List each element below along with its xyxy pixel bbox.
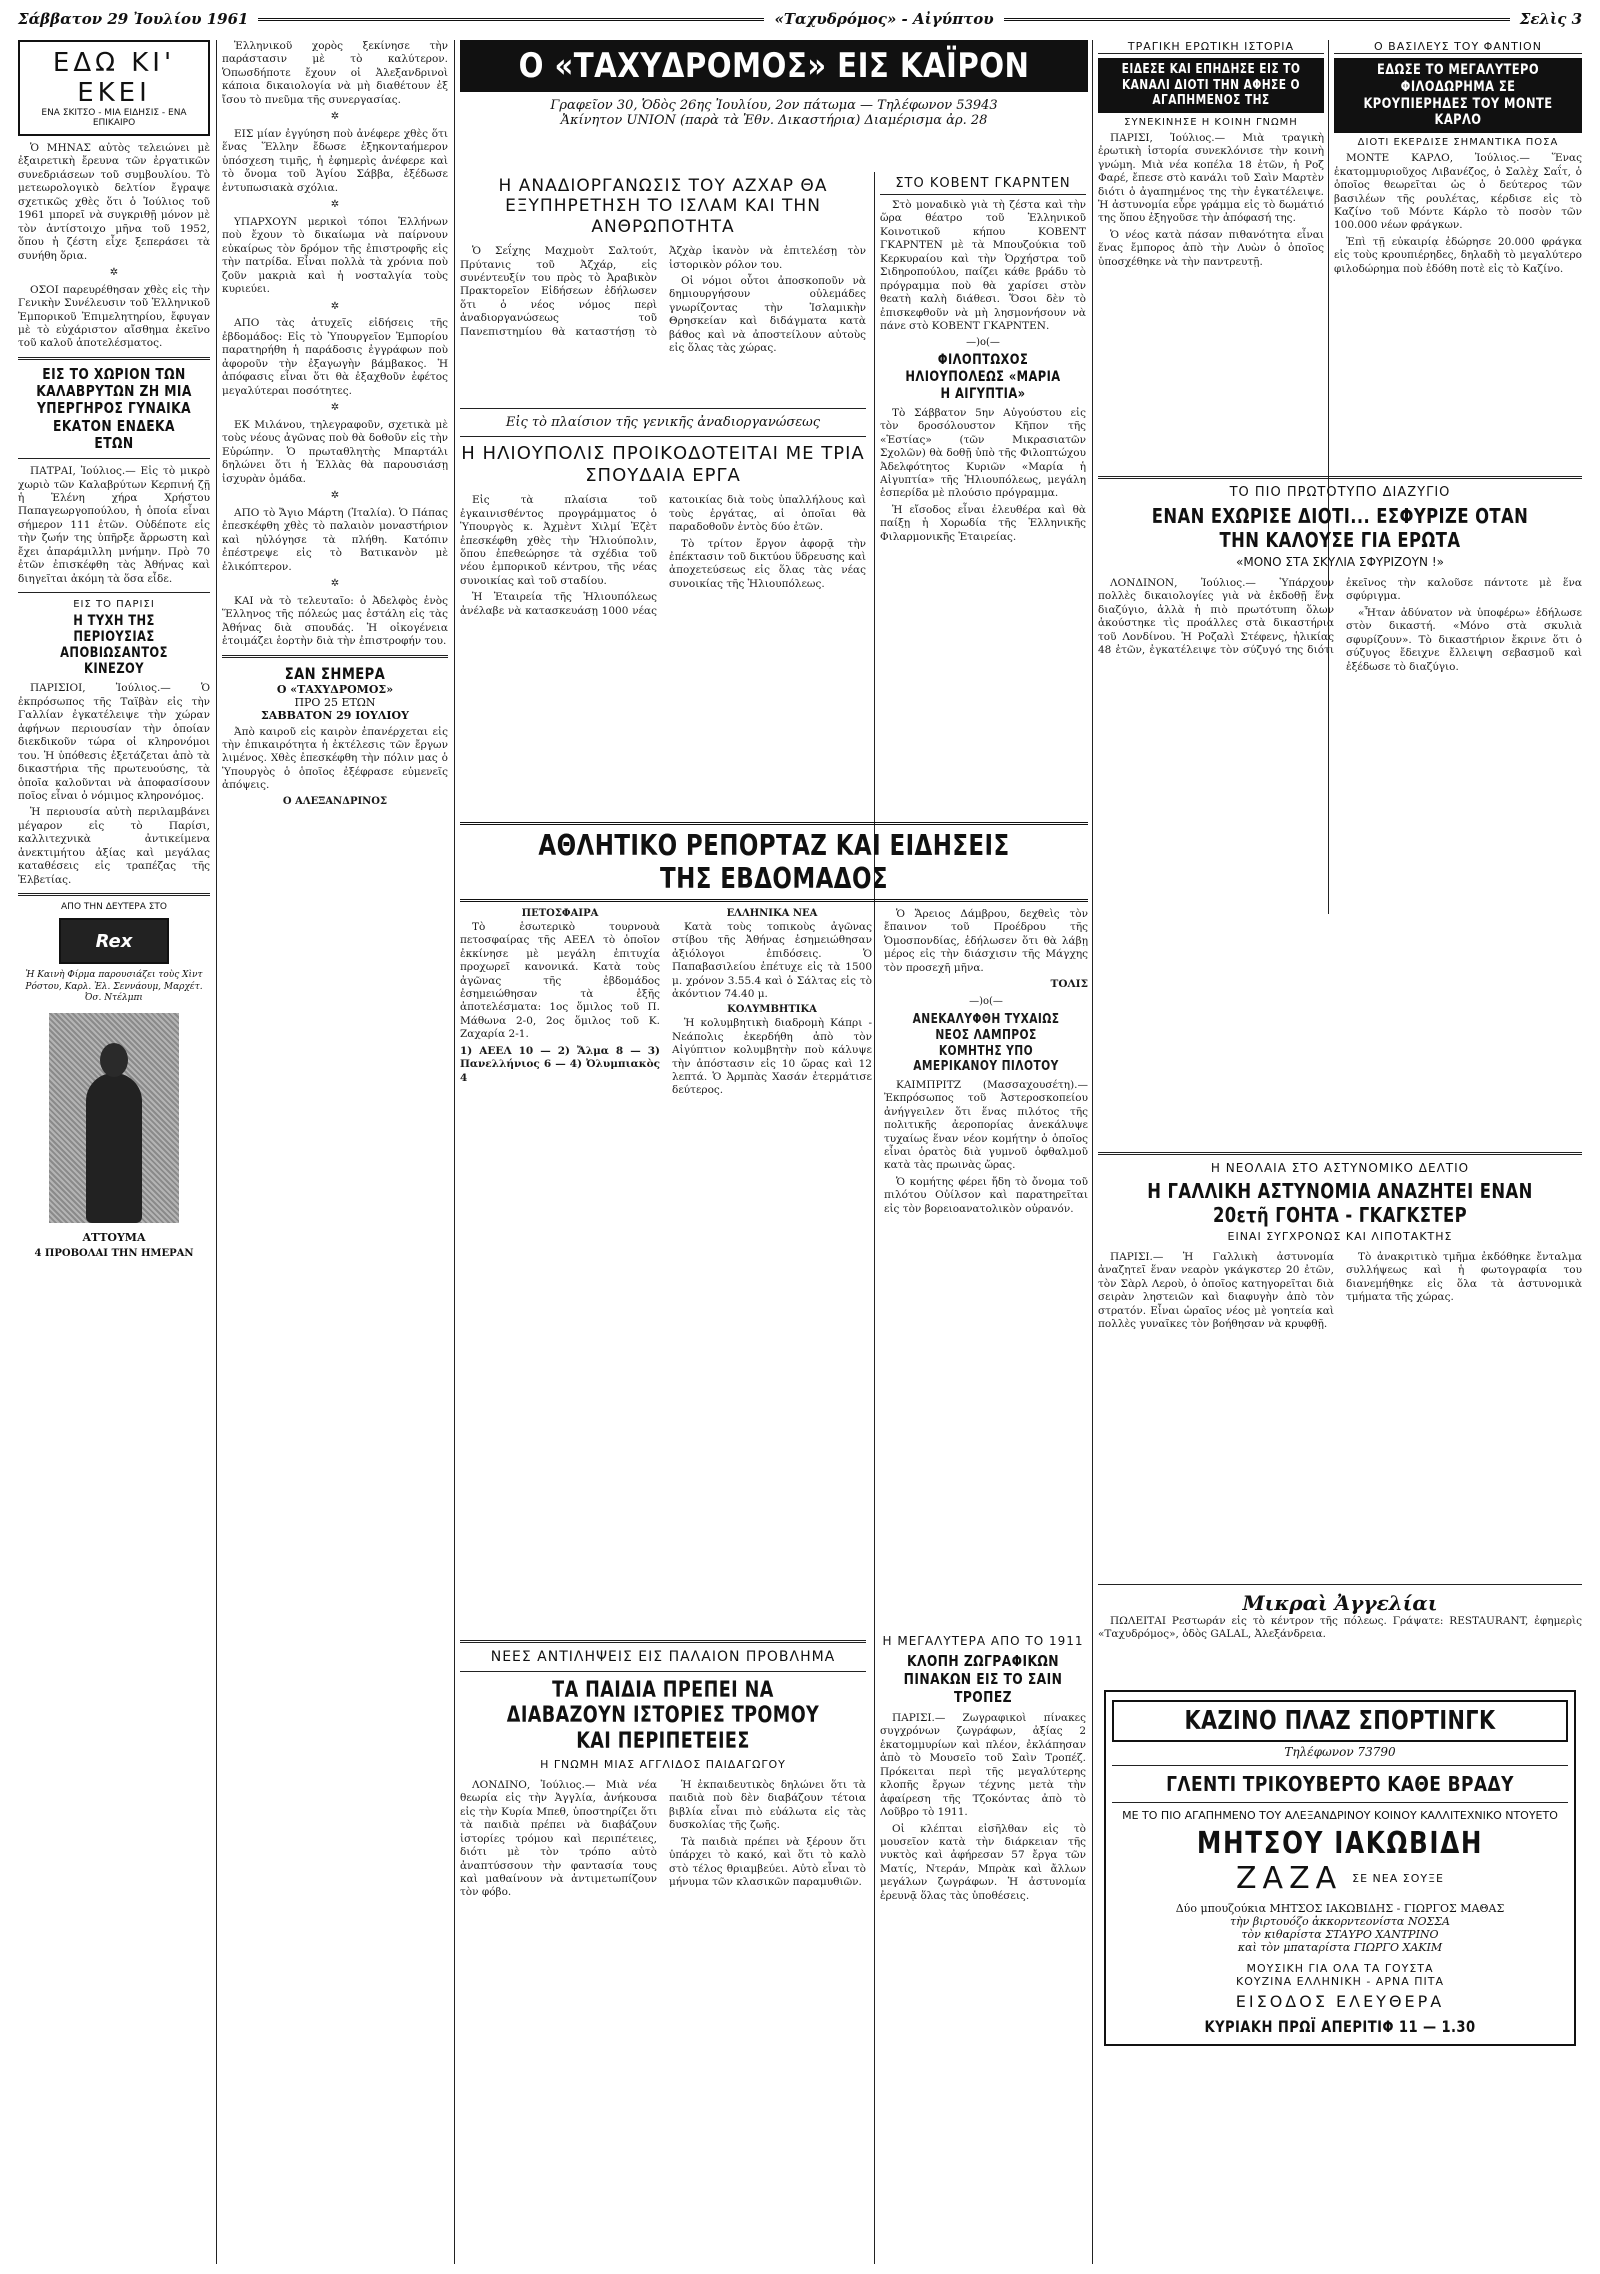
sports-sub-volleyball: ΠΕΤΟΣΦΑΙΡΑ	[521, 908, 599, 919]
cinema-ad-top: ΑΠΟ ΤΗΝ ΔΕΥΤΕΡΑ ΣΤΟ	[61, 902, 167, 913]
paragraph: ΜΟΝΤΕ ΚΑΡΛΟ, Ἰούλιος.— Ἕνας ἑκατομμυριοῦχος Λιβανέζος, ὁ Σαλὲχ Σαΐτ, ὁ ὁποῖος θεωρεῖται ὡς ὁ δεύτερος τῶν βασιλέων τῆς ρουλέτας, κέρδισε εἰς τὸ Καζίνο τοῦ Μόντε Κάρλο τὸ ποσὸν τῶν 100.000 νέων φράγκων.	[1334, 152, 1582, 232]
page-header	[18, 8, 1582, 30]
azhar-headline: Η ΑΝΑΔΙΟΡΓΑΝΩΣΙΣ ΤΟΥ ΑΖΧΑΡ ΘΑ ΕΞΥΠΗΡΕΤΗΣΗ ΤΟ ΙΣΛΑΜ ΚΑΙ ΤΗΝ ΑΝΘΡΩΠΟΤΗΤΑ	[498, 176, 828, 237]
paragraph: Στὸ μοναδικὸ γιὰ τὴ ζέστα καὶ τὴν ὥρα θέατρο τοῦ Ἑλληνικοῦ Κοινοτικοῦ κήπου ΚΟΒΕΝΤ ΓΚΑΡΝΤΕΝ μὲ τὰ Μπουζούκια τοῦ Κερκυραίου καὶ τὴν Ὀρχήστρα τοῦ Σιδηροπούλου, παίζει κάθε βράδυ τὸ πρόγραμμα ποὺ θὰ χαρίσει στὸν θεατὴ καλὴ διάθεσι. Ὅσοι δὲν τὸ ἐπισκεφθοῦν νὰ μὴ λησμονήσουν νὰ πάνε στὸ ΚΟΒΕΝΤ ΓΚΑΡΝΤΕΝ.	[880, 199, 1086, 332]
standings-line: 1) ΑΕΕΛ 10 — 2) Ἄλμα 8 — 3) Πανελλήνιος 6 — 4) Ὀλυμπιακὸς 4	[460, 1044, 660, 1084]
column-2	[222, 40, 448, 809]
header-paper: «Ταχυδρόμος» - Αἰγύπτου	[774, 10, 994, 28]
sports-banner-box	[460, 822, 1088, 902]
header-rule-right	[1004, 18, 1510, 21]
paragraph: Οἱ κλέπται εἰσῆλθαν εἰς τὸ μουσεῖον κατὰ τὴν διάρκειαν τῆς νυκτὸς καὶ ἀφήρεσαν 57 ἔργα τῶν Ματίς, Ντεράν, Μπρὰκ καὶ ἄλλων μεγάλων ζωγράφων. Ἡ ἀστυνομία ἐρευνᾷ ὅλας τὰς ὑποθέσεις.	[880, 1822, 1086, 1902]
cinema-ad-bottom: 4 ΠΡΟΒΟΛΑΙ ΤΗΝ ΗΜΕΡΑΝ	[34, 1248, 194, 1260]
paragraph: Ἡ ἐκπαιδευτικὸς δηλώνει ὅτι τὰ παιδιὰ ποὺ δὲν διαβάζουν τέτοια βιβλία εἶναι πιὸ εὐάλωτα εἰς τὰς δυσκολίας τῆς ζωῆς.	[669, 1778, 866, 1832]
cinema-ad-caption: Ἡ Καινὴ Φίρμα παρουσιάζει τοὺς Χὶντ Ρόστου, Καρλ. Ἐλ. Σεννάουμ, Μαρχέτ. Ὀσ. Ντέλμπι	[25, 970, 203, 1004]
gangster-article	[1098, 1146, 1582, 1332]
monte-carlo-subheadline: ΔΙΟΤΙ ΕΚΕΡΔΙΣΕ ΣΗΜΑΝΤΙΚΑ ΠΟΣΑ	[1357, 137, 1559, 149]
gangster-subheadline: ΕΙΝΑΙ ΣΥΓΧΡΟΝΩΣ ΚΑΙ ΛΙΠΟΤΑΚΤΗΣ	[1227, 1230, 1453, 1243]
casino-music: ΜΟΥΣΙΚΗ ΓΙΑ ΟΛΑ ΤΑ ΓΟΥΣΤΑ	[1246, 1962, 1434, 1975]
paragraph: ΠΑΡΙΣΙ.— Ἡ Γαλλικὴ ἀστυνομία ἀναζητεῖ ἕναν νεαρὸν γκάγκστερ 20 ἐτῶν, τὸν Σὰρλ Λεροὺ, ὁ ὁποῖος κατηγορεῖται διὰ σειρὰν ληστειῶν καὶ διαφυγὴν ἀπὸ τὸν στρατόν. Εἶναι ὡραῖος νέος μὲ γοητεία καὶ πολλὲς γυναῖκες τὸν βοήθησαν νὰ κρυφθῇ.	[1098, 1251, 1334, 1331]
classifieds-headline: Μικραὶ Ἀγγελίαι	[1242, 1591, 1438, 1615]
paragraph: Τὸ ἀνακριτικὸ τμῆμα ἐκδόθηκε ἔνταλμα συλλήψεως καὶ ἡ φωτογραφία του διανεμήθηκε εἰς ὅλα τὰ ἀστυνομικὰ τμήματα τῆς χώρας.	[1346, 1251, 1582, 1304]
theft-article	[880, 1634, 1086, 1906]
paragraph: Ἐπὶ τῇ εὐκαιρίᾳ ἐδώρησε 20.000 φράγκα εἰς τοὺς κρουπιέρηδες, δηλαδὴ τὸ μεγαλύτερο φιλοδώρημα ποὺ ἐδόθη ποτὲ εἰς τὸ Καζίνο.	[1334, 235, 1582, 275]
azhar-article	[460, 176, 866, 356]
rule	[460, 1671, 866, 1672]
rule	[18, 893, 210, 896]
rule	[1112, 1802, 1568, 1803]
separator-ornament: ✲	[330, 402, 340, 414]
separator-ornament: —)o(—	[969, 995, 1003, 1007]
today-headline: ΣΑΝ ΣΗΜΕΡΑ	[284, 663, 386, 683]
theft-kicker: Η ΜΕΓΑΛΥΤΕΡΑ ΑΠΟ ΤΟ 1911	[882, 1634, 1084, 1648]
sports-col-3	[884, 908, 1088, 1219]
heliopolis-body	[460, 494, 866, 618]
column-4-upper	[880, 176, 1086, 547]
paragraph: Εἰς τὰ πλαίσια τοῦ ἐγκαινισθέντος προγράμματος ὁ Ὑπουργὸς κ. Ἀχμὲντ Χιλμί Ἐζὲτ ἐπεσκέφθη χθὲς τὴν Ἡλιούπολιν, ὅπου ἐπεθεώρησε τὰ σχέδια τοῦ νέου ἐμπορικοῦ κέντρου, τῆς νέας συνοικίας καὶ τοῦ σταδίου.	[460, 494, 657, 587]
paragraph: Ἡ εἴσοδος εἶναι ἐλευθέρα καὶ θὰ παίξῃ ἡ Χορωδία τῆς Ἑλληνικῆς Φιλαρμονικῆς Ἑταιρείας.	[880, 503, 1086, 543]
casino-artist-2: ΖΑΖΑ	[1236, 1861, 1343, 1896]
today-date: ΣΑΒΒΑΤΟΝ 29 ΙΟΥΛΙΟΥ	[261, 708, 409, 722]
filoptochos-headline: ΦΙΛΟΠΤΩΧΟΣ ΗΛΙΟΥΠΟΛΕΩΣ «ΜΑΡΙΑ Η ΑΙΓΥΠΤΙΑ»	[905, 352, 1061, 402]
sports-signature: ΤΟΛΙΣ	[1050, 978, 1088, 991]
sports-col-1	[460, 908, 660, 1219]
sports-sub-greek-news: ΕΛΛΗΝΙΚΑ ΝΕΑ	[726, 908, 818, 919]
rule	[1098, 476, 1582, 479]
casino-sunday: ΚΥΡΙΑΚΗ ΠΡΩΪ ΑΠΕΡΙΤΙΦ 11 — 1.30	[1204, 2017, 1476, 2036]
column-1	[18, 40, 210, 1259]
actress-photo	[49, 1013, 179, 1223]
children-kicker: ΝΕΕΣ ΑΝΤΙΛΗΨΕΙΣ ΕΙΣ ΠΑΛΑΙΟΝ ΠΡΟΒΛΗΜΑ	[490, 1649, 836, 1665]
column-rule	[454, 40, 455, 2264]
masthead-banner	[460, 40, 1088, 92]
divorce-headline: ΕΝΑΝ ΕΧΩΡΙΣΕ ΔΙΟΤΙ... ΕΣΦΥΡΙΖΕ ΟΤΑΝ ΤΗΝ ΚΑΛΟΥΣΕ ΓΙΑ ΕΡΩΤΑ	[1151, 504, 1529, 552]
casino-ad-box	[1104, 1690, 1576, 2046]
casino-free-entry: ΕΙΣΟΔΟΣ ΕΛΕΥΘΕΡΑ	[1235, 1992, 1445, 2011]
sports-columns	[460, 908, 1088, 1219]
rule	[460, 408, 866, 409]
paragraph: Τὸ Σάββατον 5ην Αὐγούστου εἰς τὸν δροσόλουστον Κῆπον τῆς «Ἑστίας» (τῶν Μικρασιατῶν Σχολῶν) θὰ δοθῇ ὑπὸ τῆς Φιλοπτώχου Ἀδελφότητος Κυριῶν «Μαρία ἡ Αἰγυπτία» τῆς Ἡλιουπόλεως, μεγάλη ἑσπερίδα μὲ πλούσιο πρόγραμμα.	[880, 406, 1086, 500]
casino-phone: Τηλέφωνον 73790	[1284, 1745, 1396, 1759]
monte-carlo-kicker: Ο ΒΑΣΙΛΕΥΣ ΤΟΥ ΦΑΝΤΙΟΝ	[1334, 40, 1582, 54]
paragraph: ΠΑΤΡΑΙ, Ἰούλιος.— Εἰς τὸ μικρὸ χωριὸ τῶν Καλαβρύτων Κερπινή ζῇ ἡ Ἑλένη χήρα Χρήστου Παπαγεωργοπούλου, ἡ ὁποία εἶναι σήμερον 111 ἐτῶν. Οὐδέποτε εἰς τὴν ζωήν της ὑπῆρξε ἄρρωστη καὶ ἔχει ἀπαράμιλλη μνήμην. Πρὸ 70 ἐτῶν ἐπισκέφθη τὰς Ἀθήνας καὶ διηγεῖται ἀκόμη τὰ ὅσα εἶδε.	[18, 465, 210, 585]
classifieds	[1098, 1578, 1582, 1645]
paragraph: Τὰ παιδιὰ πρέπει νὰ ξέρουν ὅτι ὑπάρχει τὸ κακό, καὶ ὅτι τὸ καλὸ στὸ τέλος θριαμβεύει. Αὐτὸ εἶναι τὸ μήνυμα τῶν κλασικῶν παραμυθιῶν.	[669, 1835, 866, 1888]
casino-line-4: καὶ τὸν μπαταρίστα ΓΙΩΡΓΟ ΧΑΚΙΜ	[1237, 1941, 1443, 1954]
rule	[1098, 1584, 1582, 1585]
casino-kitchen: ΚΟΥΖΙΝΑ ΕΛΛΗΝΙΚΗ - ΑΡΝΑ ΠΙΤΑ	[1236, 1975, 1444, 1988]
paris-headline: Η ΤΥΧΗ ΤΗΣ ΠΕΡΙΟΥΣΙΑΣ ΑΠΟΒΙΩΣΑΝΤΟΣ ΚΙΝΕΖΟΥ	[60, 613, 168, 678]
header-date: Σάββατον 29 Ἰουλίου 1961	[18, 10, 249, 28]
paragraph: ΛΟΝΔΙΝΟΝ, Ἰούλιος.— Ὑπάρχουν πολλὲς δικαιολογίες γιὰ νὰ ἐκδοθῇ ἕνα διαζύγιο, ἀλλὰ ἡ πιὸ πρωτότυπη ὅλων ἀκούστηκε τὶς προάλλες στὰ δικαστήρια τοῦ Λονδίνου. Ἡ Ροζαλὶ Στέφενς, ἡλικίας 48 ἐτῶν, ἐγκατέλειψε τὸν σύζυγό της διότι ἐκεῖνος τὴν καλοῦσε πάντοτε μὲ ἕνα σφύριγμα.	[1098, 577, 1582, 657]
edo-ki-ekei-subtitle: ΕΝΑ ΣΚΙΤΣΟ - ΜΙΑ ΕΙΔΗΣΙΣ - ΕΝΑ ΕΠΙΚΑΙΡΟ	[41, 108, 187, 128]
separator-ornament: ✲	[109, 266, 119, 278]
paragraph: Ὁ ΜΗΝΑΣ αὐτὸς τελειώνει μὲ ἐξαιρετικὴ ἔρευνα τῶν ἐργατικῶν συνεδριάσεων τοῦ συμβουλίου. Τὸ μετεωρολογικὸ δελτίον ἔγραψε σχετικῶς χθὲς ὅτι ὁ Ἰούλιος τοῦ 1961 μπορεῖ νὰ συγκριθῇ μόνον μὲ τὸν ἀντίστοιχο μῆνα τοῦ 1952, ὅπου ἡ ζέστη εἶχε ξεπεράσει τὰ συνήθη ὅρια.	[18, 142, 210, 262]
casino-name-box	[1112, 1700, 1568, 1742]
heliopolis-kicker: Εἰς τὸ πλαίσιον τῆς γενικῆς ἀναδιοργανώσεως	[505, 415, 821, 430]
sports-sub-swimming: ΚΟΛΥΜΒΗΤΙΚΑ	[727, 1004, 817, 1016]
children-article	[460, 1634, 866, 1900]
sports-article	[460, 822, 1088, 1219]
paragraph: ΚΑΙΜΠΡΙΤΖ (Μασσαχουσέτη).— Ἐκπρόσωπος τοῦ Ἀστεροσκοπείου ἀνήγγειλεν ὅτι ἕνας πιλότος τῆς πολιτικῆς ἀεροπορίας ἀνεκάλυψε τυχαίως ἕναν νέον κομήτην ὁ ὁποῖος εἶναι ὁρατὸς διὰ γυμνοῦ ὀφθαλμοῦ κατὰ τὰς πρωινὰς ὥρας.	[884, 1078, 1088, 1172]
gangster-kicker: Η ΝΕΟΛΑΙΑ ΣΤΟ ΑΣΤΥΝΟΜΙΚΟ ΔΕΛΤΙΟ	[1210, 1161, 1470, 1175]
casino-line-1: Δύο μπουζούκια ΜΗΤΣΟΣ ΙΑΚΩΒΙΔΗΣ - ΓΙΩΡΓΟΣ ΜΑΘΑΣ	[1175, 1902, 1505, 1915]
casino-duet-intro: ΜΕ ΤΟ ΠΙΟ ΑΓΑΠΗΜΕΝΟ ΤΟΥ ΑΛΕΞΑΝΔΡΙΝΟΥ ΚΟΙΝΟΥ ΚΑΛΛΙΤΕΧΝΙΚΟ ΝΤΟΥΕΤΟ	[1122, 1809, 1558, 1822]
cinema-logo: Rex	[59, 918, 169, 964]
monte-carlo-headline-box	[1334, 58, 1582, 133]
separator-ornament: ✲	[330, 199, 340, 211]
tragic-subheadline: ΣΥΝΕΚΙΝΗΣΕ Η ΚΟΙΝΗ ΓΝΩΜΗ	[1124, 116, 1298, 128]
rule	[1112, 1765, 1568, 1766]
paragraph: ΥΠΑΡΧΟΥΝ μερικοὶ τόποι Ἑλλήνων ποὺ ἔχουν τὸ δικαίωμα νὰ παίρνουν εὐκαίρως τὸν δρόμον τῆς ἐπιστροφῆς εἰς τὴν πατρίδα. Εἶναι πολλὰ τὰ χρόνια ποὺ ζοῦν μακριὰ καὶ ἡ νοσταλγία τοὺς κυριεύει.	[222, 215, 448, 296]
paragraph: Οἱ νόμοι οὗτοι ἀποσκοποῦν νὰ δημιουργήσουν οὐλεμάδες γνωρίζοντας τὴν Ἰσλαμικὴν Θρησκείαν καὶ διδάγματα κατὰ βάθος καὶ νὰ ἀποστείλουν αὐτοὺς εἰς ὅλας τὰς χώρας.	[669, 275, 866, 355]
paragraph: ΑΠΟ τὰς ἀτυχεῖς εἰδήσεις τῆς ἐβδομάδος: Εἰς τὸ Ὑπουργεῖον Ἐμπορίου παρατηρήθη ἡ παράδοσις ἐγγράφων ποὺ ἀφοροῦν τὴν ἐξαγωγὴν βάμβακος. Ἡ ἀπόφασις εἶναι ὅτι θὰ ἐξαχθοῦν ἐφέτος μεγαλύτεραι ποσότητες.	[222, 317, 448, 397]
separator-ornament: ✲	[330, 490, 340, 501]
separator-ornament: ✲	[330, 577, 340, 589]
paragraph: ΠΩΛΕΙΤΑΙ Ρεστωράν εἰς τὸ κέντρον τῆς πόλεως. Γράψατε: RESTAURANT, ἐφημερὶς «Ταχυδρόμος», ὁδὸς GALAL, Ἀλεξάνδρεια.	[1098, 1615, 1582, 1641]
column-rule	[1092, 40, 1093, 2264]
rule	[18, 458, 210, 459]
paragraph: Ὁ κομήτης φέρει ἤδη τὸ ὄνομα τοῦ πιλότου Οὐίλσον καὶ παρατηρεῖται εἰς τὸν βορειοανατολικὸν οὐρανόν.	[884, 1175, 1088, 1215]
paragraph: Ἀπὸ καιροῦ εἰς καιρὸν ἐπανέρχεται εἰς τὴν ἐπικαιρότητα ἡ ἐκτέλεσις τῶν ἔργων λιμένος. Χθὲς ἐπεσκέφθη τὴν πόλιν μας ὁ Ὑπουργὸς ὁ ὁποῖος ἐξέφρασε εὐμενεῖς ἀπόψεις.	[222, 725, 448, 792]
paragraph: ΠΑΡΙΣΙ, Ἰούλιος.— Μιὰ τραγικὴ ἐρωτικὴ ἱστορία συνεκλόνισε τὴν κοινὴ γνώμη. Μιὰ νέα κοπέλα 18 ἐτῶν, ἡ Ροζ Φαρέ, ἔπεσε στὸ κανάλι τοῦ Σαὶν Μαρτὲν διότι ὁ ἀγαπημένος της τὴν ἐγκατέλειψε. Ἡ ἀστυνομία εὗρε γράμμα εἰς τὸ δωμάτιό της ὅπου ἐξηγοῦσε τὴν ἀπόφασή της.	[1098, 131, 1324, 225]
gangster-headline: Η ΓΑΛΛΙΚΗ ΑΣΤΥΝΟΜΙΑ ΑΝΑΖΗΤΕΙ ΕΝΑΝ 20ετῆ ΓΟΗΤΑ - ΓΚΑΓΚΣΤΕΡ	[1147, 1179, 1533, 1227]
paragraph: ΕΙΣ μίαν ἐγγύηση ποὺ ἀνέφερε χθὲς ὅτι ἕνας Ἕλλην ἔδωσε ἐξηκονταήμερον ὑπόσχεση τιμῆς, ἡ ἐφημερὶς ἀνέφερε καὶ τὸ ὄνομα τοῦ Ἁγίου Σάββα, ἐξέδωσε ἐντυπωσιακὰ σχόλια.	[222, 127, 448, 194]
classifieds-body	[1098, 1615, 1582, 1642]
separator-ornament: ✲	[330, 300, 340, 312]
separator-ornament: ✲	[330, 111, 340, 123]
tragic-kicker: ΤΡΑΓΙΚΗ ΕΡΩΤΙΚΗ ΙΣΤΟΡΙΑ	[1098, 40, 1324, 54]
kalavryta-body	[18, 465, 210, 586]
casino-artist-2-row	[1112, 1861, 1568, 1896]
divorce-article	[1098, 470, 1582, 674]
paragraph: ΕΚ Μιλάνου, τηλεγραφοῦν, σχετικὰ μὲ τοὺς νέους ἀγῶνας ποὺ θὰ δοθοῦν εἰς τὴν Εὐρώπην. Ὁ πρωταθλητὴς Μπαρτάλι δηλώνει ὅτι ἡ Ἑλλὰς θὰ παρουσιάσῃ ἰσχυρὰν ὁμάδα.	[222, 418, 448, 485]
paragraph: Ἡ Ἑταιρεία τῆς Ἡλιουπόλεως ἀνέλαβε νὰ κατασκευάσῃ 1000 νέας κατοικίας διὰ τοὺς ὑπαλλήλους καὶ τοὺς ἐργάτας, αἱ ὁποῖαι θὰ παραδοθοῦν ἐντὸς δύο ἐτῶν.	[460, 494, 866, 617]
paragraph: Ἡ περιουσία αὐτὴ περιλαμβάνει μέγαρον εἰς τὸ Παρίσι, καλλιτεχνικὰ ἀντικείμενα ἀνεκτιμήτου ἀξίας καὶ μεγάλας καταθέσεις εἰς τραπέζας τῆς Ἐλβετίας.	[18, 806, 210, 886]
edo-ki-ekei-box	[18, 40, 210, 136]
paragraph: Τὸ τρίτον ἔργον ἀφορᾷ τὴν ἐπέκτασιν τοῦ δικτύου ὕδρευσης καὶ ἀποχετεύσεως εἰς ὅλας τὰς νέας συνοικίας τῆς Ἡλιουπόλεως.	[669, 537, 866, 590]
theft-body	[880, 1712, 1086, 1903]
paragraph: Τὸ ἑσωτερικὸ τουρνουὰ πετοσφαίρας τῆς ΑΕΕΛ τὸ ὁποῖον ἐκκίνησε μὲ μεγάλη ἐπιτυχία προχωρεῖ κανονικά. Κατὰ τοὺς ἀγῶνας τῆς ἐβδομάδος ἐσημειώθησαν τὰ ἑξῆς ἀποτελέσματα: 1ος ὅμιλος τοῦ Π. Μάθωνα 2-0, 2ος ὅμιλος τοῦ Κ. Ζαχαρία 2-1.	[460, 920, 660, 1041]
header-rule-left	[258, 18, 764, 21]
casino-line-2: τὴν βιρτουόζο ἀκκορντεονίστα ΝΟΣΣΑ	[1230, 1915, 1450, 1928]
children-subheadline: Η ΓΝΩΜΗ ΜΙΑΣ ΑΓΓΛΙΔΟΣ ΠΑΙΔΑΓΩΓΟΥ	[540, 1757, 786, 1771]
rule	[460, 436, 866, 437]
paragraph: Ὁ νέος κατὰ πάσαν πιθανότητα εἶναι ἕνας ἔμπορος ἀπὸ τὴν Λυὼν ὁ ὁποῖος ὑποσχέθηκε νὰ τὴν παντρευτῇ.	[1098, 228, 1324, 268]
column-6	[1334, 40, 1582, 279]
cinema-film-title: ΑΤΤΟΥΜΑ	[82, 1231, 146, 1245]
tragic-headline-box	[1098, 58, 1324, 113]
sports-banner: ΑΘΛΗΤΙΚΟ ΡΕΠΟΡΤΑΖ ΚΑΙ ΕΙΔΗΣΕΙΣ ΤΗΣ ΕΒΔΟΜΑΔΟΣ	[538, 829, 1010, 895]
rule	[460, 1640, 866, 1643]
heliopolis-headline: Η ΗΛΙΟΥΠΟΛΙΣ ΠΡΟΙΚΟΔΟΤΕΙΤΑΙ ΜΕ ΤΡΙΑ ΣΠΟΥΔΑΙΑ ΕΡΓΑ	[461, 443, 865, 486]
casino-line-3: τὸν κιθαρίστα ΣΤΑΥΡΟ ΧΑΝΤΡΙΝΟ	[1241, 1928, 1439, 1941]
theft-headline: ΚΛΟΠΗ ΖΩΓΡΑΦΙΚΩΝ ΠΙΝΑΚΩΝ ΕΙΣ ΤΟ ΣΑΙΝ ΤΡΟΠΕΖ	[903, 1652, 1063, 1706]
rule	[222, 655, 448, 658]
today-paper: Ο «ΤΑΧΥΔΡΟΜΟΣ»	[276, 682, 394, 696]
divorce-kicker: ΤΟ ΠΙΟ ΠΡΩΤΟΤΥΠΟ ΔΙΑΖΥΓΙΟ	[1229, 485, 1451, 500]
paragraph: ΟΣΟΙ παρευρέθησαν χθὲς εἰς τὴν Γενικὴν Συνέλευσιν τοῦ Ἑλληνικοῦ Ἐμπορικοῦ Ἐπιμελητηρίου, ἔφυγαν μὲ τὸ εὐχάριστον αἴσθημα ἐκεῖνο τοῦ καλοῦ ἀποτελέσματος.	[18, 283, 210, 350]
column-5	[1098, 40, 1324, 272]
children-headline: ΤΑ ΠΑΙΔΙΑ ΠΡΕΠΕΙ ΝΑ ΔΙΑΒΑΖΟΥΝ ΙΣΤΟΡΙΕΣ ΤΡΟΜΟΥ ΚΑΙ ΠΕΡΙΠΕΤΕΙΕΣ	[506, 1678, 820, 1754]
casino-artist-2-note: ΣΕ ΝΕΑ ΣΟΥΞΕ	[1352, 1872, 1444, 1885]
masthead-title: Ο «ΤΑΧΥΔΡΟΜΟΣ» ΕΙΣ ΚΑΪΡΟΝ	[518, 46, 1030, 86]
masthead-address-1: Γραφεῖον 30, Ὁδὸς 26ης Ἰουλίου, 2ον πάτωμα — Τηλέφωνον 53943	[550, 98, 998, 113]
paragraph: «Ἦταν ἀδύνατον νὰ ὑποφέρω» ἐδήλωσε στὸν δικαστή. «Μόνο στὰ σκυλιὰ σφυρίζουν». Τὸ δικαστήριον ἔκρινε ὅτι ὁ σύζυγος ἔδειχνε ἔλλειψη σεβασμοῦ καὶ ἐξέδωσε τὸ διαζύγιο.	[1346, 606, 1582, 673]
today-box	[222, 664, 448, 722]
paragraph: ΚΑΙ νὰ τὸ τελευταῖο: ὁ Ἀδελφὸς ἐνὸς Ἕλληνος τῆς πόλεώς μας ἐστάλη εἰς τὰς Ἀθήνας διὰ σπουδάς. Ἡ οἰκογένεια ἑτοιμάζει ἑορτὴν διὰ τὴν ἐπιστροφήν του.	[222, 594, 448, 648]
monte-carlo-headline: ΕΔΩΣΕ ΤΟ ΜΕΓΑΛΥΤΕΡΟ ΦΙΛΟΔΩΡΗΜΑ ΣΕ ΚΡΟΥΠΙΕΡΗΔΕΣ ΤΟΥ ΜΟΝΤΕ ΚΑΡΛΟ	[1363, 62, 1553, 129]
garden-headline: ΣΤΟ ΚΟΒΕΝΤ ΓΚΑΡΝΤΕΝ	[880, 176, 1086, 195]
paragraph: Ὁ Ἄρειος Δάμβρου, δεχθεὶς τὸν ἔπαινον τοῦ Προέδρου τῆς Ὁμοσπονδίας, ἐδήλωσεν ὅτι θὰ λάβῃ μέρος εἰς τὴν διάσχισιν τῆς Μάγχης τὸν προσεχῆ μῆνα.	[884, 908, 1088, 974]
children-body	[460, 1779, 866, 1900]
tragic-headline: ΕΙΔΕΣΕ ΚΑΙ ΕΠΗΔΗΣΕ ΕΙΣ ΤΟ ΚΑΝΑΛΙ ΔΙΟΤΙ ΤΗΝ ΑΦΗΣΕ Ο ΑΓΑΠΗΜΕΝΟΣ ΤΗΣ	[1121, 62, 1301, 109]
paragraph: ΠΑΡΙΣΙΟΙ, Ἰούλιος.— Ὁ ἐκπρόσωπος τῆς Ταϊβὰν εἰς τὴν Γαλλίαν ἐγκατέλειψε τὴν χώραν ἀφήνων περιουσίαν τὴν ὁποίαν διεκδικοῦν τώρα οἱ κληρονόμοι του. Ἡ ὑπόθεσις ἐξετάζεται ἀπὸ τὰ δικαστήρια τῆς πρωτευούσης, τὰ ὁποῖα καλοῦνται νὰ ἀποφασίσουν ποῖος εἶναι ὁ νόμιμος κληρονόμος.	[18, 682, 210, 802]
sports-col-2	[672, 908, 872, 1219]
heliopolis-article	[460, 402, 866, 618]
paragraph: Ἑλληνικοῦ χορὸς ξεκίνησε τὴν παράστασιν μὲ τὸ καλύτερον. Ὁπωσδήποτε ἔχουν οἱ Ἀλεξανδρινοὶ κάποια δικαιολογία νὰ μὴ διαθέτουν ἐξ ἴσου τὸ πνεῦμα τῆς συνεργασίας.	[222, 40, 448, 106]
rule	[1098, 1152, 1582, 1155]
divorce-body	[1098, 577, 1582, 674]
today-years: ΠΡΟ 25 ΕΤΩΝ	[294, 695, 376, 709]
rule	[18, 357, 210, 360]
paragraph: ΛΟΝΔΙΝΟ, Ἰούλιος.— Μιὰ νέα θεωρία εἰς τὴν Ἀγγλία, ἀνήκουσα εἰς τὴν Κυρία Μπεθ, ὑποστηρίζει ὅτι τὰ παιδιὰ πρέπει νὰ διαβάζουν ἱστορίες τρόμου καὶ περιπέτειες, διότι μὲ τὸν τρόπο αὐτὸ ἀναπτύσσουν τὴν φαντασία τους καὶ μαθαίνουν νὰ ἀντιμετωπίζουν τὸν φόβο.	[460, 1778, 657, 1899]
paris-kicker: ΕΙΣ ΤΟ ΠΑΡΙΣΙ	[73, 599, 155, 611]
casino-name: ΚΑΖΙΝΟ ΠΛΑΖ ΣΠΟΡΤΙΝΓΚ	[1184, 1706, 1496, 1736]
today-signature: Ο ΑΛΕΞΑΝΔΡΙΝΟΣ	[282, 795, 388, 807]
paragraph: ΑΠΟ τὸ Ἄγιο Μάρτη (Ἰταλία). Ὁ Πάπας ἐπεσκέφθη χθὲς τὸ παλαιὸν μοναστήριον καὶ ηὐλόγησε τὰ πλήθη. Κατόπιν ἐπέστρεψε εἰς τὸ Βατικανὸν μὲ ἑλικόπτερον.	[222, 506, 448, 573]
actress-silhouette	[86, 1073, 142, 1223]
paragraph: Κατὰ τοὺς τοπικοὺς ἀγῶνας στίβου τῆς Ἀθήνας ἐσημειώθησαν ἀξιόλογοι ἐπιδόσεις. Ὁ Παπαβασιλείου ἐπέτυχε εἰς τὰ 1500 μ. χρόνον 3.55.4 καὶ ὁ Σάλτας εἰς τὸ ἀκόντιον 74.40 μ.	[672, 920, 872, 1000]
kalavryta-headline: ΕΙΣ ΤΟ ΧΩΡΙΟΝ ΤΩΝ ΚΑΛΑΒΡΥΤΩΝ ΖΗ ΜΙΑ ΥΠΕΡΓΗΡΟΣ ΓΥΝΑΙΚΑ ΕΚΑΤΟΝ ΕΝΔΕΚΑ ΕΤΩΝ	[36, 364, 192, 452]
column-rule	[216, 40, 217, 2264]
edo-ki-ekei-title: ΕΔΩ ΚΙ' ΕΚΕΙ	[52, 48, 176, 108]
cairo-masthead	[460, 40, 1088, 128]
casino-artist-1: ΜΗΤΣΟΥ ΙΑΚΩΒΙΔΗ	[1196, 1826, 1484, 1861]
edo-ki-ekei-body	[18, 142, 210, 351]
garden-body	[880, 199, 1086, 333]
paragraph: ΠΑΡΙΣΙ.— Ζωγραφικοὶ πίνακες συγχρόνων ζωγράφων, ἀξίας 2 ἑκατομμυρίων καὶ πλέον, ἐκλάπησαν ἀπὸ τὸ Μουσεῖο τοῦ Σαὶν Τροπέζ. Πρόκειται περὶ τῆς μεγαλύτερης κλοπῆς ἔργων τέχνης μετὰ τὴν ἀφαίρεση τῆς Τζοκόντας ἀπὸ τὸ Λοῦβρο τὸ 1911.	[880, 1712, 1086, 1819]
tragic-body	[1098, 132, 1324, 269]
paragraph: Ἡ κολυμβητικὴ διαδρομὴ Κάπρι - Νεάπολις ἐκερδήθη ἀπὸ τὸν Αἰγύπτιον κολυμβητὴν ποὺ κάλυψε τὴν ἀπόστασιν εἰς 10 ὥρας καὶ 12 λεπτά. Ὁ Ἀρμπὰς Χασάν ἐτερμάτισε δεύτερος.	[672, 1017, 872, 1097]
header-page-number: Σελὶς 3	[1519, 10, 1583, 28]
paris-body	[18, 682, 210, 887]
masthead-address-2: Ἀκίνητον UNION (παρὰ τὰ Ἐθν. Δικαστήρια) Διαμέρισμα ἀρ. 28	[560, 113, 988, 128]
casino-ad	[1104, 1690, 1576, 2046]
divorce-subheadline: «ΜΟΝΟ ΣΤΑ ΣΚΥΛΙΑ ΣΦΥΡΙΖΟΥΝ !»	[1236, 555, 1444, 569]
monte-carlo-body	[1334, 152, 1582, 276]
filoptochos-body	[880, 407, 1086, 544]
separator-ornament: —)o(—	[966, 337, 1000, 349]
rule	[18, 592, 210, 593]
paragraph: Ὁ Σεΐχης Μαχμοὺτ Σαλτούτ, Πρύτανις τοῦ Ἀζχάρ, εἰς συνέντευξίν του πρὸς τὸ Ἀραβικὸν Πρακτορεῖον Εἰδήσεων ἐδήλωσεν ὅτι ὁ νέος νόμος περὶ ἀναδιοργανώσεως τοῦ Πανεπιστημίου θὰ καταστήσῃ τὸ Ἀζχὰρ ἱκανὸν νὰ ἐπιτελέσῃ τὸν ἱστορικὸν ρόλον του.	[460, 245, 866, 338]
casino-glenti: ΓΛΕΝΤΙ ΤΡΙΚΟΥΒΕΡΤΟ ΚΑΘΕ ΒΡΑΔΥ	[1166, 1772, 1514, 1796]
column-2-notes	[222, 40, 448, 649]
gangster-body	[1098, 1251, 1582, 1332]
comet-headline: ΑΝΕΚΑΛΥΦΘΗ ΤΥΧΑΙΩΣ ΝΕΟΣ ΛΑΜΠΡΟΣ ΚΟΜΗΤΗΣ ΥΠΟ ΑΜΕΡΙΚΑΝΟΥ ΠΙΛΟΤΟΥ	[912, 1012, 1060, 1075]
azhar-body	[460, 245, 866, 356]
today-body	[222, 726, 448, 809]
